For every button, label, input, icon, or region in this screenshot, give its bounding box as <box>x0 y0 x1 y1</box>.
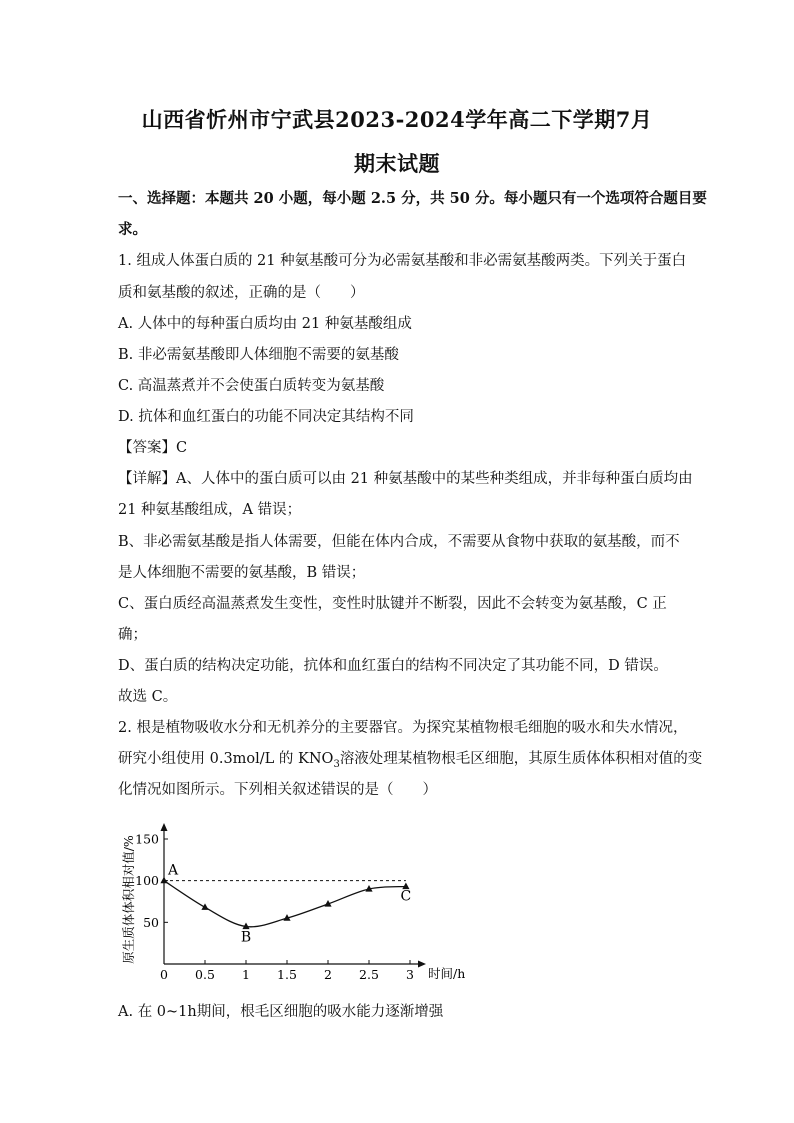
q2-stem-part: 溶液处理某植物根毛区细胞，其原生质体体积相对值的变 <box>339 751 703 767</box>
x-tick-label: 2 <box>324 967 332 982</box>
x-tick-label: 1.5 <box>277 967 297 982</box>
q2-stem: 2. 根是植物吸收水分和无机养分的主要器官。为探究某植物根毛细胞的吸水和失水情况， <box>118 720 688 736</box>
q1-explain-line: 故选 C。 <box>118 689 178 705</box>
q1-explain-line: 确； <box>118 627 147 643</box>
q1-stem: 1. 组成人体蛋白质的 21 种氨基酸可分为必需氨基酸和非必需氨基酸两类。下列关于蛋白 <box>118 253 687 269</box>
point-label-c: C <box>400 888 412 905</box>
x-tick-label: 1 <box>242 967 250 982</box>
x-tick-label: 0 <box>160 967 168 982</box>
y-tick-label: 150 <box>135 831 159 847</box>
protoplast-volume-chart <box>118 812 478 982</box>
section-heading: 一、选择题：本题共 20 小题，每小题 2.5 分，共 50 分。每小题只有一个选项符合题目要 <box>118 190 707 207</box>
q1-answer: 【答案】C <box>118 440 188 456</box>
y-axis-arrow <box>161 823 168 831</box>
q1-explain-line: D、蛋白质的结构决定功能，抗体和血红蛋白的结构不同决定了其功能不同，D 错误。 <box>118 658 668 674</box>
q1-option-a: A. 人体中的每种蛋白质均由 21 种氨基酸组成 <box>118 316 412 332</box>
data-point <box>160 877 167 884</box>
q1-explain-line: 是人体细胞不需要的氨基酸，B 错误； <box>118 565 366 581</box>
q1-explain-line: B、非必需氨基酸是指人体需要，但能在体内合成，不需要从食物中获取的氨基酸，而不 <box>118 534 680 550</box>
point-label-a: A <box>167 862 179 879</box>
y-tick-label: 50 <box>143 914 159 930</box>
q2-stem-subscript: 3 <box>333 758 340 770</box>
q1-explain-line: 21 种氨基酸组成，A 错误； <box>118 502 302 518</box>
y-axis-label: 原生质体体积相对值/% <box>121 835 136 964</box>
x-tick-label: 2.5 <box>359 967 379 982</box>
q2-stem-cont: 化情况如图所示。下列相关叙述错误的是（ ） <box>118 782 437 798</box>
q1-explain-line: 【详解】A、人体中的蛋白质可以由 21 种氨基酸中的某些种类组成，并非每种蛋白质均由 <box>118 471 693 487</box>
q1-option-c: C. 高温蒸煮并不会使蛋白质转变为氨基酸 <box>118 378 385 394</box>
x-axis-arrow <box>418 961 426 968</box>
q2-stem-cont <box>118 747 702 770</box>
point-label-b: B <box>240 929 252 946</box>
y-tick-label: 100 <box>135 873 159 889</box>
x-tick-label: 3 <box>406 967 414 982</box>
page-title: 山西省忻州市宁武县2023-2024学年高二下学期7月 <box>141 107 653 132</box>
q2-stem-part: 研究小组使用 0.3mol/L 的 KNO <box>118 751 334 767</box>
page-subtitle: 期末试题 <box>354 151 440 176</box>
q2-option-a: A. 在 0~1h期间，根毛区细胞的吸水能力逐渐增强 <box>118 1004 444 1020</box>
x-tick-label: 0.5 <box>195 967 215 982</box>
q1-explain-line: C、蛋白质经高温蒸煮发生变性，变性时肽键并不断裂，因此不会转变为氨基酸，C 正 <box>118 596 667 612</box>
q1-stem-cont: 质和氨基酸的叙述，正确的是（ ） <box>118 285 365 301</box>
q1-option-d: D. 抗体和血红蛋白的功能不同决定其结构不同 <box>118 409 414 425</box>
q1-option-b: B. 非必需氨基酸即人体细胞不需要的氨基酸 <box>118 347 399 363</box>
x-axis-label: 时间/h <box>428 966 466 981</box>
section-heading-cont: 求。 <box>118 221 147 238</box>
